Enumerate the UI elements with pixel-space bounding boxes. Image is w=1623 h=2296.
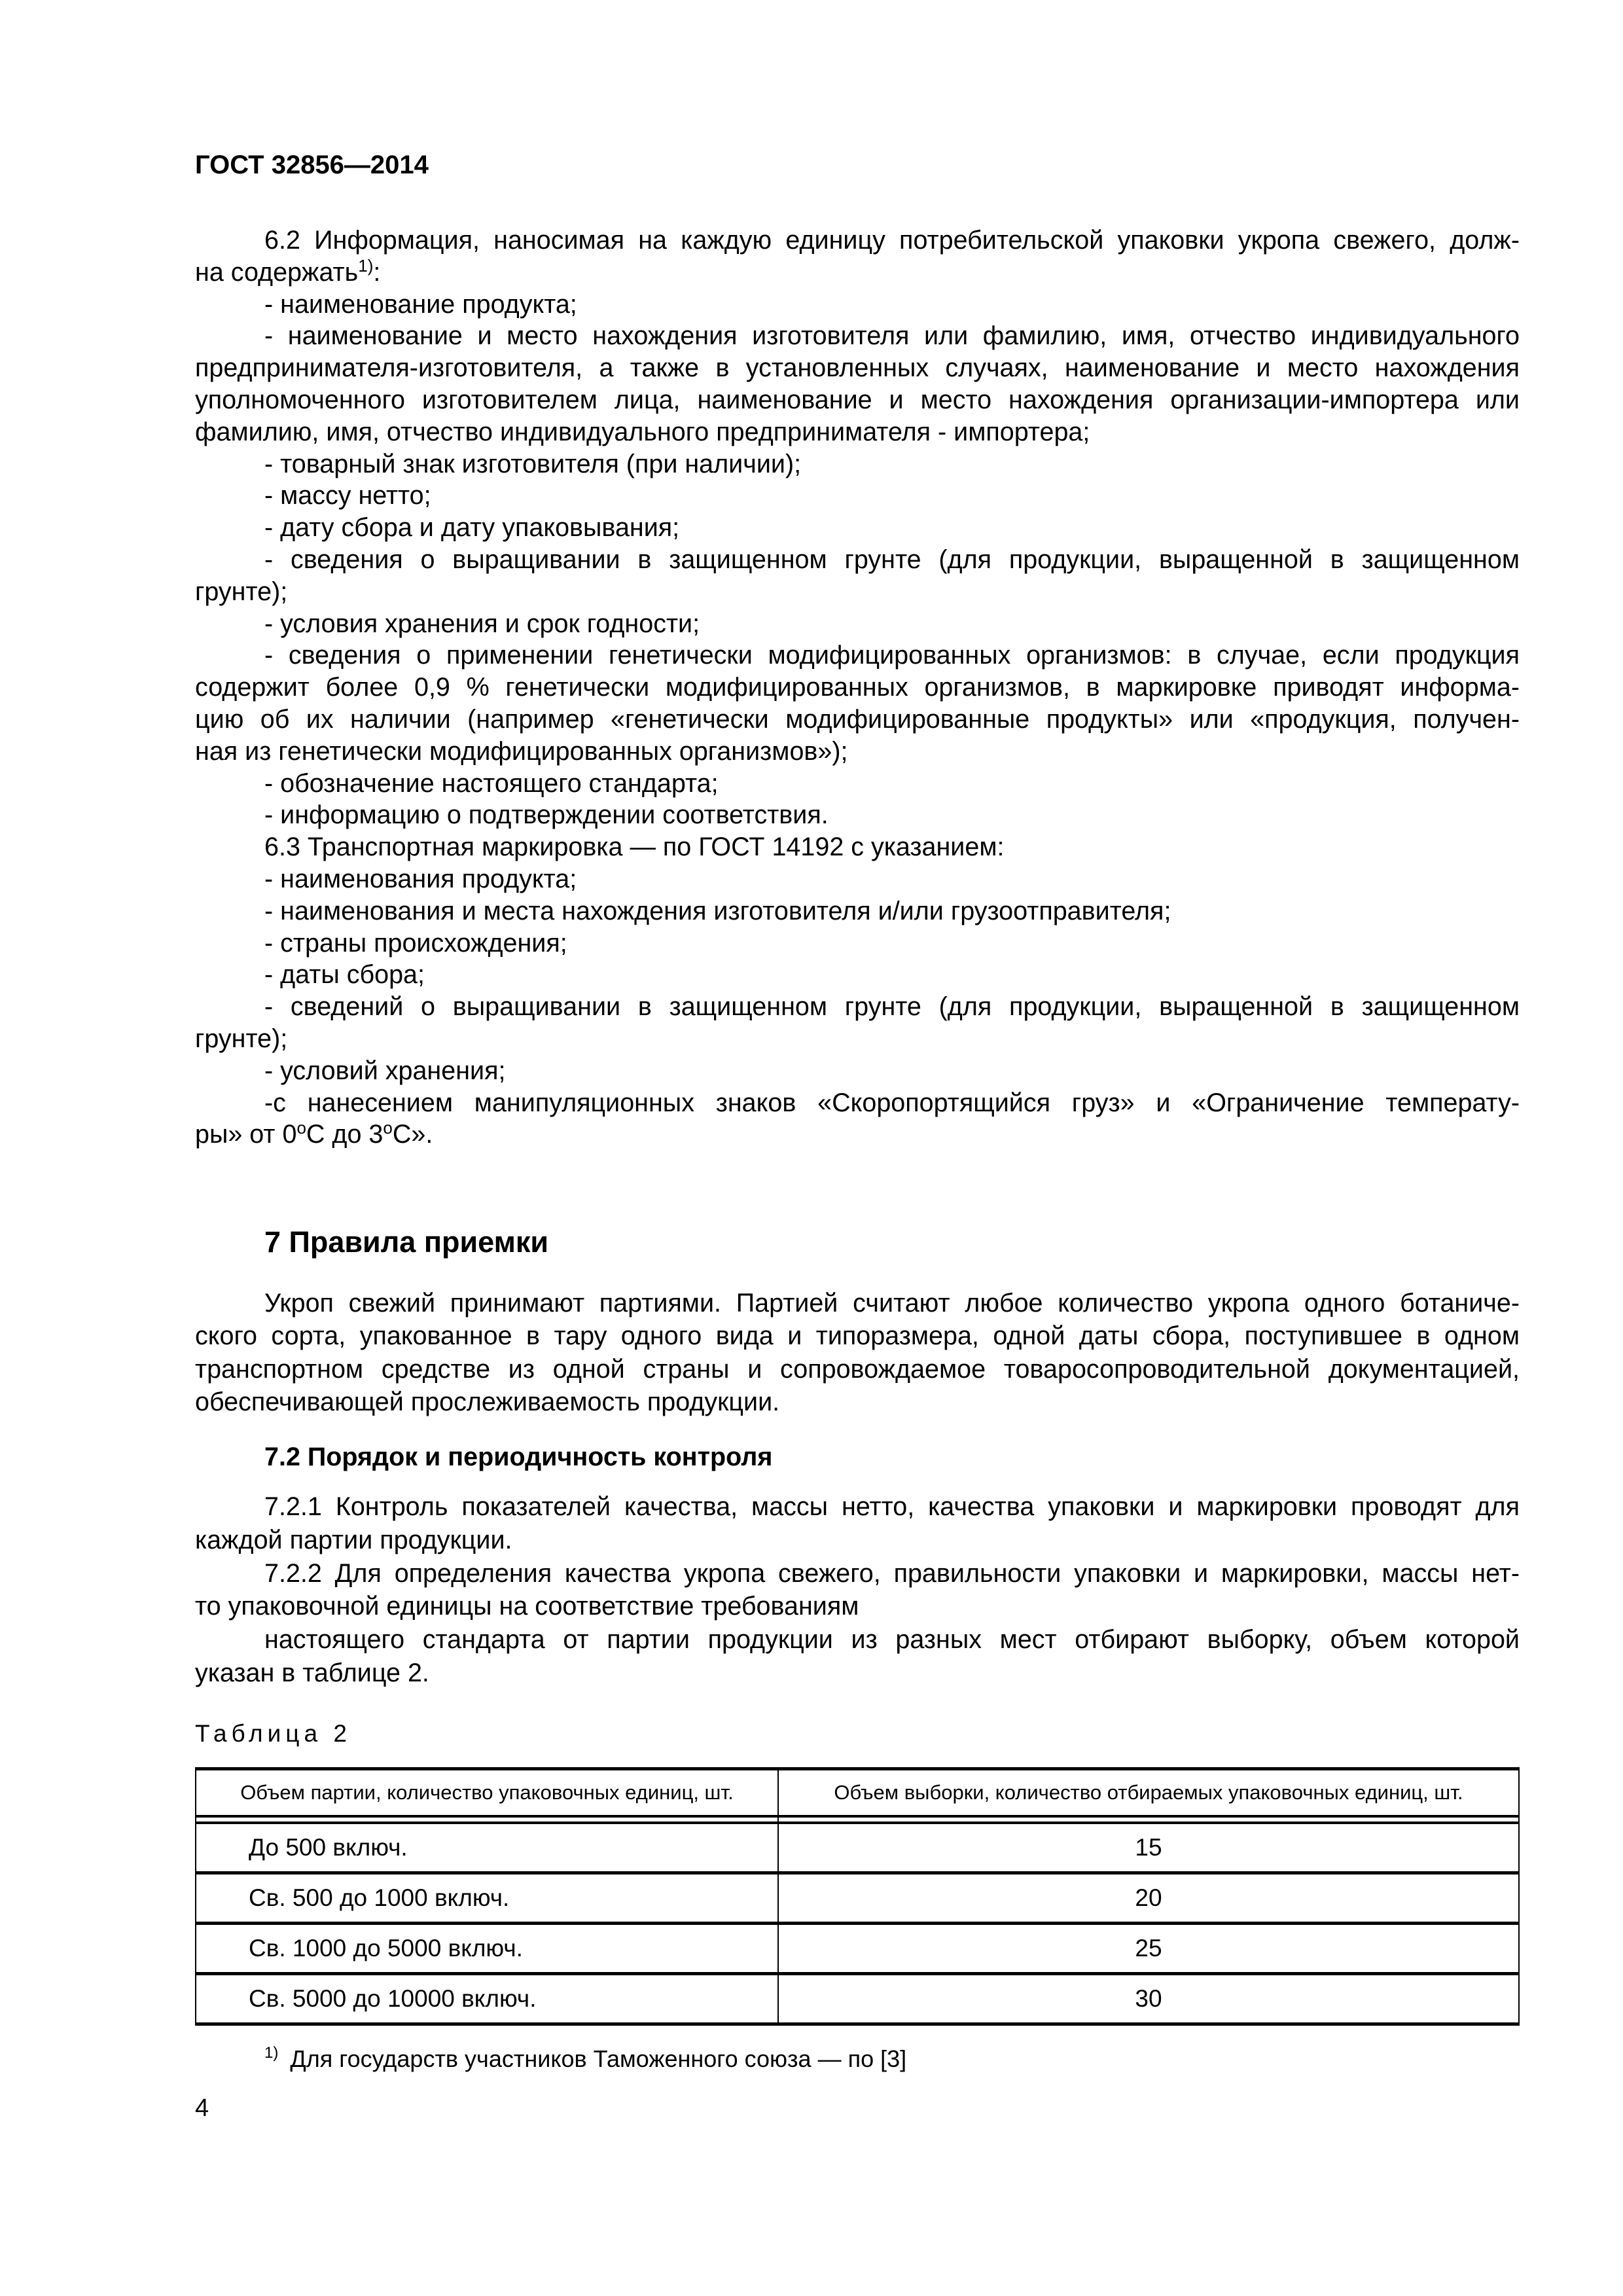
text-segment: - условий хранения; (264, 1056, 506, 1085)
text-segment: ры» от 0 (195, 1120, 297, 1149)
text-segment: 7.2.1 Контроль показателей качества, массы нетто, качества упаковки и маркировки проводят для (264, 1492, 1520, 1521)
text-line (195, 672, 1520, 704)
text-line (195, 959, 1520, 991)
text-segment: - наименования и места нахождения изготовителя и/или грузоотправителя; (264, 896, 1171, 925)
cell-sample-size: 30 (778, 1974, 1519, 2024)
text-segment: - товарный знак изготовителя (при наличии); (264, 449, 802, 478)
text-line (195, 576, 1520, 608)
text-line (195, 416, 1520, 448)
text-segment: - дату сбора и дату упаковывания; (264, 513, 680, 543)
text-segment: -с нанесением манипуляционных знаков «Скоропортящийся груз» и «Ограничение температу- (264, 1088, 1520, 1117)
text-line (195, 384, 1520, 416)
cell-sample-size: 25 (778, 1924, 1519, 1974)
column-header-sample-size: Объем выборки, количество отбираемых упаковочных единиц, шт. (778, 1769, 1519, 1817)
section-7-2-heading: 7.2 Порядок и периодичность контроля (264, 1443, 773, 1471)
text-line (195, 352, 1520, 384)
text-line (195, 224, 1520, 257)
text-line (195, 1319, 1520, 1352)
footnote (264, 2045, 906, 2073)
text-line (195, 991, 1520, 1023)
text-segment: - даты сбора; (264, 960, 425, 990)
text-segment: С до 3 (306, 1120, 383, 1149)
text-line (195, 1590, 1520, 1623)
text-line (195, 1657, 1520, 1690)
table-spacer (778, 1816, 1519, 1823)
superscript: 1) (358, 255, 374, 276)
text-line (195, 1055, 1520, 1087)
text-segment: фамилию, имя, отчество индивидуального предпринимателя - импортера; (195, 417, 1090, 446)
document-header: ГОСТ 32856—2014 (195, 151, 429, 179)
cell-sample-size: 15 (778, 1823, 1519, 1873)
text-segment: обеспечивающей прослеживаемость продукции. (195, 1387, 780, 1416)
footnote-separator (195, 2024, 342, 2026)
text-segment: - наименование продукта; (264, 289, 577, 319)
section-6-marking-text (195, 224, 1520, 1151)
text-segment: - обозначение настоящего стандарта; (264, 768, 719, 798)
page-number: 4 (195, 2094, 209, 2122)
text-line (195, 257, 1520, 289)
text-line (195, 1287, 1520, 1319)
text-segment: - наименования продукта; (264, 864, 577, 893)
text-segment: указан в таблице 2. (195, 1658, 429, 1687)
text-line (195, 927, 1520, 960)
text-line (195, 320, 1520, 352)
text-segment: ная из генетически модифицированных организмов»); (195, 736, 848, 766)
text-segment: ского сорта, упакованное в тару одного вида и типоразмера, одной даты сбора, поступившее в одном (195, 1321, 1520, 1351)
text-line (195, 512, 1520, 544)
table-row (196, 1924, 1519, 1974)
column-header-lot-size: Объем партии, количество упаковочных единиц, шт. (196, 1769, 778, 1817)
text-segment: - информацию о подтверждении соответствия. (264, 800, 829, 830)
text-segment: - условия хранения и срок годности; (264, 609, 700, 638)
text-segment: содержит более 0,9 % генетически модифицированных организмов, в маркировке приводят информа- (195, 673, 1520, 702)
text-line (195, 895, 1520, 927)
table-caption: Таблица 2 (195, 1720, 351, 1747)
text-line (195, 639, 1520, 672)
text-line (195, 1490, 1520, 1524)
text-line (195, 799, 1520, 831)
table-spacer (196, 1816, 778, 1823)
cell-lot-size: Св. 5000 до 10000 включ. (196, 1974, 778, 2024)
text-segment: - сведения о применении генетически модифицированных организмов: в случае, если продукция (264, 641, 1520, 670)
sample-size-table (195, 1767, 1520, 2026)
text-segment: - массу нетто; (264, 481, 431, 511)
text-segment: 6.2 Информация, наносимая на каждую единицу потребительской упаковки укропа свежего, долж- (264, 226, 1520, 255)
text-segment: С». (392, 1120, 433, 1149)
text-segment: настоящего стандарта от партии продукции из разных мест отбирают выборку, объем которой (264, 1625, 1520, 1655)
cell-sample-size: 20 (778, 1873, 1519, 1924)
cell-lot-size: До 500 включ. (196, 1823, 778, 1873)
table-row (196, 1823, 1519, 1873)
text-segment: грунте); (195, 577, 288, 606)
text-segment: 7.2.2 Для определения качества укропа свежего, правильности упаковки и маркировки, массы нет- (264, 1558, 1520, 1588)
footnote-text: Для государств участников Таможенного союза — по [3] (290, 2045, 907, 2072)
text-line (195, 608, 1520, 640)
text-segment: : (373, 257, 381, 287)
text-line (195, 768, 1520, 800)
text-line (195, 448, 1520, 480)
text-line (195, 480, 1520, 512)
section-7-heading: 7 Правила приемки (264, 1225, 549, 1259)
text-line (195, 1023, 1520, 1055)
text-segment: - наименование и место нахождения изготовителя или фамилию, имя, отчество индивидуального (264, 321, 1520, 351)
text-line (195, 863, 1520, 895)
text-segment: уполномоченного изготовителем лица, наименование и место нахождения организации-импортера или (195, 385, 1520, 414)
section-7-2-text (195, 1490, 1520, 1690)
table-row (196, 1974, 1519, 2024)
text-line (195, 544, 1520, 576)
footnote-mark: 1) (264, 2044, 279, 2062)
text-line (195, 1386, 1520, 1418)
text-segment: Укроп свежий принимают партиями. Партией считают любое количество укропа одного ботаниче- (264, 1289, 1520, 1318)
text-line (195, 1353, 1520, 1386)
table-row (196, 1873, 1519, 1924)
text-segment: 6.3 Транспортная маркировка — по ГОСТ 14192 с указанием: (264, 833, 1005, 862)
text-line (195, 736, 1520, 768)
table-header-row (196, 1769, 1519, 1817)
text-segment: предпринимателя-изготовителя, а также в установленных случаях, наименование и место нахождения (195, 353, 1520, 383)
text-line (195, 1524, 1520, 1557)
text-line (195, 831, 1520, 863)
text-line (195, 704, 1520, 736)
text-segment: то упаковочной единицы на соответствие требованиям (195, 1592, 859, 1621)
text-line (195, 1557, 1520, 1590)
superscript: о (296, 1118, 306, 1138)
cell-lot-size: Св. 1000 до 5000 включ. (196, 1924, 778, 1974)
text-segment: на содержать (195, 257, 359, 287)
superscript: о (383, 1118, 393, 1138)
section-7-paragraph (195, 1287, 1520, 1418)
text-segment: цию об их наличии (например «генетически модифицированные продукты» или «продукция, получен- (195, 704, 1520, 734)
text-segment: каждой партии продукции. (195, 1525, 512, 1554)
text-segment: - сведения о выращивании в защищенном грунте (для продукции, выращенной в защищенном (264, 545, 1520, 574)
text-segment: транспортном средстве из одной страны и сопровождаемое товаросопроводительной документацией, (195, 1354, 1520, 1384)
text-segment: - страны происхождения; (264, 928, 567, 958)
text-line (195, 1087, 1520, 1119)
text-line (195, 1623, 1520, 1657)
text-line (195, 289, 1520, 321)
text-line (195, 1119, 1520, 1151)
text-segment: - сведений о выращивании в защищенном грунте (для продукции, выращенной в защищенном (264, 992, 1520, 1022)
cell-lot-size: Св. 500 до 1000 включ. (196, 1873, 778, 1924)
text-segment: грунте); (195, 1024, 288, 1053)
